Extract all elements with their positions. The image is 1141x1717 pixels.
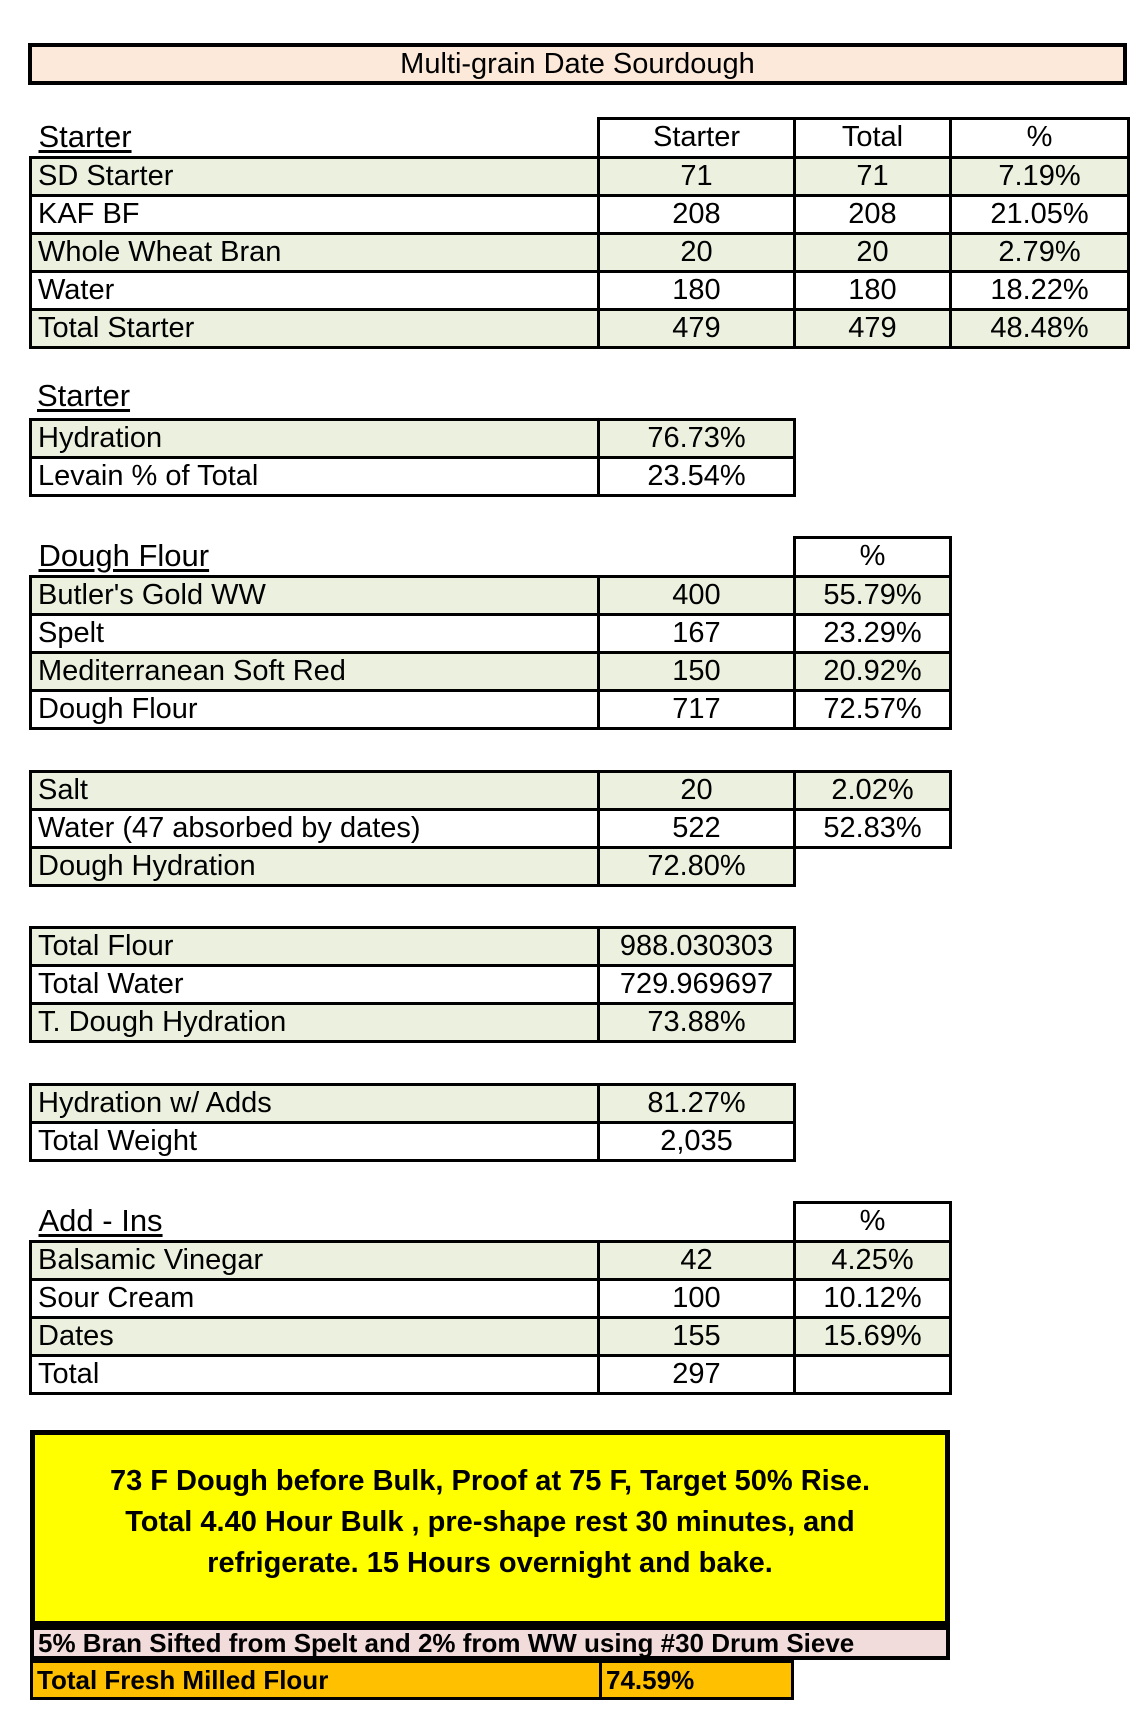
row-pct: 2.79% — [951, 233, 1129, 271]
add-ins-section-label: Add - Ins — [38, 1202, 163, 1238]
row-label: Dough Flour — [31, 690, 599, 728]
instructions-line: refrigerate. 15 Hours overnight and bake. — [207, 1547, 773, 1579]
table-row — [31, 848, 951, 886]
recipe-title: Multi-grain Date Sourdough — [28, 43, 1127, 85]
table-row — [31, 309, 1129, 347]
row-label: Total Starter — [31, 309, 599, 347]
table-row — [31, 576, 951, 614]
row-value: 100 — [599, 1279, 795, 1317]
instructions-line: 73 F Dough before Bulk, Proof at 75 F, Target 50% Rise. — [109, 1465, 871, 1497]
table-row — [31, 1085, 795, 1123]
row-value: 23.54% — [599, 458, 795, 496]
starter-stats-section-label: Starter — [37, 378, 131, 413]
row-label: Water (47 absorbed by dates) — [31, 810, 599, 848]
row-value: 297 — [599, 1355, 795, 1393]
row-label: Whole Wheat Bran — [31, 233, 599, 271]
row-value: 150 — [599, 652, 795, 690]
row-label: Hydration w/ Adds — [31, 1085, 599, 1123]
fresh-milled-row — [30, 1660, 794, 1700]
col-header-pct: % — [795, 1203, 951, 1242]
row-label: Butler's Gold WW — [31, 576, 599, 614]
row-value: 522 — [599, 810, 795, 848]
bran-note: 5% Bran Sifted from Spelt and 2% from WW using #30 Drum Sieve — [30, 1626, 950, 1660]
row-pct: 15.69% — [795, 1317, 951, 1355]
row-starter: 180 — [599, 271, 795, 309]
row-value: 20 — [599, 772, 795, 810]
row-pct: 72.57% — [795, 690, 951, 728]
row-label: SD Starter — [31, 157, 599, 195]
row-value: 42 — [599, 1241, 795, 1279]
row-label: Salt — [31, 772, 599, 810]
table-row — [31, 420, 795, 458]
row-label: Total Water — [31, 966, 599, 1004]
starter-stats-table — [29, 418, 796, 497]
salt-water-table — [29, 770, 952, 887]
row-value: 155 — [599, 1317, 795, 1355]
row-value: 2,035 — [599, 1123, 795, 1161]
row-pct: 23.29% — [795, 614, 951, 652]
row-label: Total Weight — [31, 1123, 599, 1161]
row-label: Spelt — [31, 614, 599, 652]
add-ins-table — [29, 1201, 952, 1395]
row-value: 167 — [599, 614, 795, 652]
row-value: 73.88% — [599, 1004, 795, 1042]
row-total: 208 — [795, 195, 951, 233]
row-value: 717 — [599, 690, 795, 728]
row-value: 400 — [599, 576, 795, 614]
row-value: 72.80% — [599, 848, 795, 886]
row-pct: 55.79% — [795, 576, 951, 614]
row-value: 76.73% — [599, 420, 795, 458]
table-row — [31, 966, 795, 1004]
row-label: Mediterranean Soft Red — [31, 652, 599, 690]
table-row — [31, 1004, 795, 1042]
fresh-milled-label: Total Fresh Milled Flour — [37, 1665, 329, 1695]
table-row — [31, 1317, 951, 1355]
row-pct: 21.05% — [951, 195, 1129, 233]
row-label: Water — [31, 271, 599, 309]
dough-flour-section-label: Dough Flour — [38, 537, 210, 573]
row-pct: 10.12% — [795, 1279, 951, 1317]
table-row — [31, 271, 1129, 309]
row-pct: 20.92% — [795, 652, 951, 690]
col-header-pct: % — [795, 538, 951, 577]
row-value: 81.27% — [599, 1085, 795, 1123]
table-row — [31, 652, 951, 690]
row-pct: 2.02% — [795, 772, 951, 810]
table-row — [31, 1241, 951, 1279]
row-pct: 4.25% — [795, 1241, 951, 1279]
table-row — [31, 1123, 795, 1161]
table-row — [31, 195, 1129, 233]
table-row — [31, 810, 951, 848]
row-starter: 208 — [599, 195, 795, 233]
row-label: Balsamic Vinegar — [31, 1241, 599, 1279]
row-pct: 52.83% — [795, 810, 951, 848]
row-pct: 18.22% — [951, 271, 1129, 309]
row-label: Dates — [31, 1317, 599, 1355]
fresh-milled-value: 74.59% — [599, 1663, 806, 1697]
row-value: 988.030303 — [599, 928, 795, 966]
table-row — [31, 772, 951, 810]
row-pct — [795, 1355, 951, 1393]
row-label: Total — [31, 1355, 599, 1393]
col-header-pct: % — [951, 119, 1129, 158]
table-row — [31, 690, 951, 728]
table-row — [31, 614, 951, 652]
table-row — [31, 1279, 951, 1317]
row-value: 729.969697 — [599, 966, 795, 1004]
row-label: KAF BF — [31, 195, 599, 233]
instructions-line: Total 4.40 Hour Bulk , pre-shape rest 30 minutes, and — [125, 1506, 855, 1538]
row-label: Total Flour — [31, 928, 599, 966]
table-row — [31, 458, 795, 496]
col-header-starter: Starter — [599, 119, 795, 158]
row-starter: 479 — [599, 309, 795, 347]
row-starter: 20 — [599, 233, 795, 271]
table-row — [31, 157, 1129, 195]
row-total: 20 — [795, 233, 951, 271]
instructions-note — [30, 1430, 950, 1626]
row-total: 71 — [795, 157, 951, 195]
row-label: Levain % of Total — [31, 458, 599, 496]
row-pct: 48.48% — [951, 309, 1129, 347]
row-starter: 71 — [599, 157, 795, 195]
table-row — [31, 928, 795, 966]
row-label: T. Dough Hydration — [31, 1004, 599, 1042]
row-total: 479 — [795, 309, 951, 347]
col-header-total: Total — [795, 119, 951, 158]
row-label: Sour Cream — [31, 1279, 599, 1317]
table-row — [31, 233, 1129, 271]
dough-flour-table — [29, 536, 952, 730]
row-total: 180 — [795, 271, 951, 309]
weight-table — [29, 1083, 796, 1162]
row-label: Hydration — [31, 420, 599, 458]
starter-table — [29, 117, 1130, 349]
totals-table — [29, 926, 796, 1043]
starter-section-label: Starter — [38, 118, 132, 154]
row-label: Dough Hydration — [31, 848, 599, 886]
table-row — [31, 1355, 951, 1393]
row-pct: 7.19% — [951, 157, 1129, 195]
